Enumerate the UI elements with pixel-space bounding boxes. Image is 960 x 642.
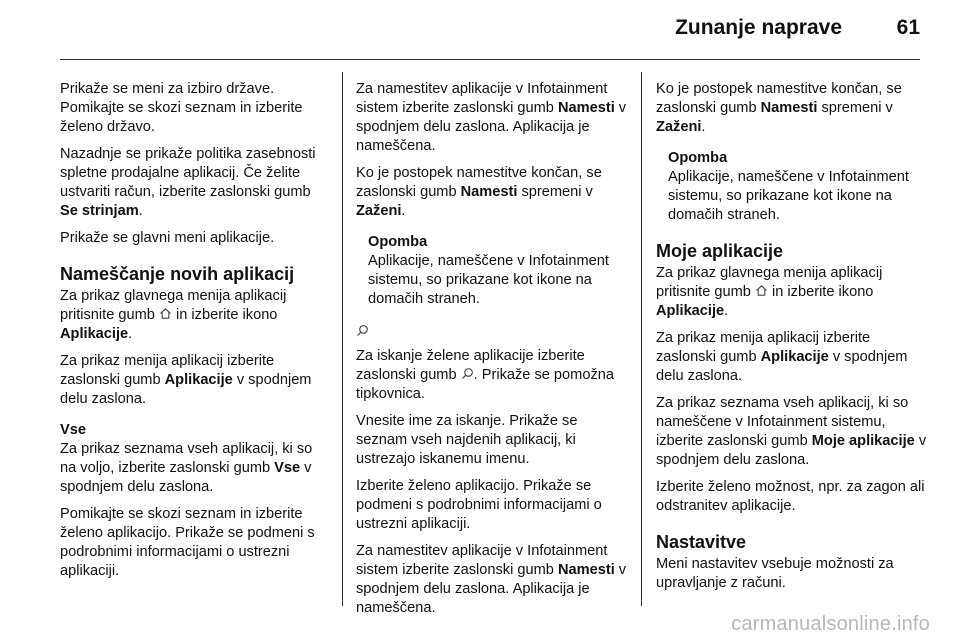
note-text: Aplikacije, nameščene v Infotainment sistemu, so prikazane kot ikone na domačih straneh.	[368, 253, 609, 307]
column-2	[356, 80, 628, 626]
note-box	[356, 233, 628, 309]
paragraph: Vnesite ime za iskanje. Prikaže se seznam vseh najdenih aplikacij, ki ustrezajo iskanemu imenu.	[356, 413, 578, 467]
paragraph: Za iskanje želene aplikacije izberite zaslonski gumb . Prikaže se pomožna tipkovnica.	[356, 348, 614, 402]
note-text: Aplikacije, nameščene v Infotainment sistemu, so prikazane kot ikone na domačih straneh.	[668, 169, 909, 223]
section-heading-install: Nameščanje novih aplikacij	[60, 264, 295, 284]
paragraph: Prikaže se glavni meni aplikacije.	[60, 230, 275, 246]
paragraph: Prikaže se meni za izbiro države. Pomikajte se skozi seznam in izberite želeno državo.	[60, 81, 303, 135]
paragraph: Za namestitev aplikacije v Infotainment sistem izberite zaslonski gumb Namesti v spodnjem delu zaslona. Aplikacija je nameščena.	[356, 81, 627, 154]
watermark: carmanualsonline.info	[731, 613, 930, 635]
page-title: Zunanje naprave	[675, 16, 842, 39]
column-divider	[342, 72, 343, 606]
paragraph: Nazadnje se prikaže politika zasebnosti spletne prodajalne aplikacij. Če želite ustvariti račun, izberite zaslonski gumb Se strinjam.	[60, 146, 316, 219]
paragraph: Za namestitev aplikacije v Infotainment sistem izberite zaslonski gumb Namesti v spodnjem delu zaslona. Aplikacija je nameščena.	[356, 543, 627, 616]
paragraph: Za prikaz seznama vseh aplikacij, ki so na voljo, izberite zaslonski gumb Vse v spodnjem delu zaslona.	[60, 441, 313, 495]
search-icon	[356, 324, 369, 337]
paragraph: Za prikaz glavnega menija aplikacij pritisnite gumb in izberite ikono Aplikacije.	[656, 265, 883, 319]
home-icon	[159, 307, 172, 320]
section-heading-nastavitve: Nastavitve	[656, 532, 747, 552]
paragraph: Ko je postopek namestitve končan, se zaslonski gumb Namesti spremeni v Zaženi.	[356, 165, 602, 219]
paragraph: Za prikaz menija aplikacij izberite zaslonski gumb Aplikacije v spodnjem delu zaslona.	[60, 353, 312, 407]
paragraph: Za prikaz glavnega menija aplikacij pritisnite gumb in izberite ikono Aplikacije.	[60, 288, 287, 342]
search-icon	[461, 367, 474, 380]
note-heading: Opomba	[368, 234, 428, 250]
column-divider	[641, 72, 642, 606]
paragraph: Meni nastavitev vsebuje možnosti za upravljanje z računi.	[656, 556, 894, 591]
paragraph: Pomikajte se skozi seznam in izberite želeno aplikacijo. Prikaže se podmeni s podrobnimi informacijami o ustrezni aplikaciji.	[60, 506, 315, 579]
note-box	[656, 149, 928, 225]
column-3	[656, 80, 928, 601]
search-symbol-line	[356, 323, 628, 341]
note-heading: Opomba	[668, 150, 728, 166]
section-heading-moje-aplikacije: Moje aplikacije	[656, 241, 784, 261]
subsection-heading-vse: Vse	[60, 422, 86, 438]
paragraph: Izberite želeno možnost, npr. za zagon ali odstranitev aplikacije.	[656, 479, 925, 514]
column-1	[60, 80, 330, 589]
paragraph: Izberite želeno aplikacijo. Prikaže se podmeni s podrobnimi informacijami o ustrezni aplikaciji.	[356, 478, 602, 532]
paragraph: Ko je postopek namestitve končan, se zaslonski gumb Namesti spremeni v Zaženi.	[656, 81, 902, 135]
page-number: 61	[896, 16, 920, 39]
home-icon	[755, 284, 768, 297]
paragraph: Za prikaz menija aplikacij izberite zaslonski gumb Aplikacije v spodnjem delu zaslona.	[656, 330, 908, 384]
header-rule	[60, 59, 920, 60]
paragraph: Za prikaz seznama vseh aplikacij, ki so nameščene v Infotainment sistemu, izberite zaslonski gumb Moje aplikacije v spodnjem delu zaslona.	[656, 395, 927, 468]
